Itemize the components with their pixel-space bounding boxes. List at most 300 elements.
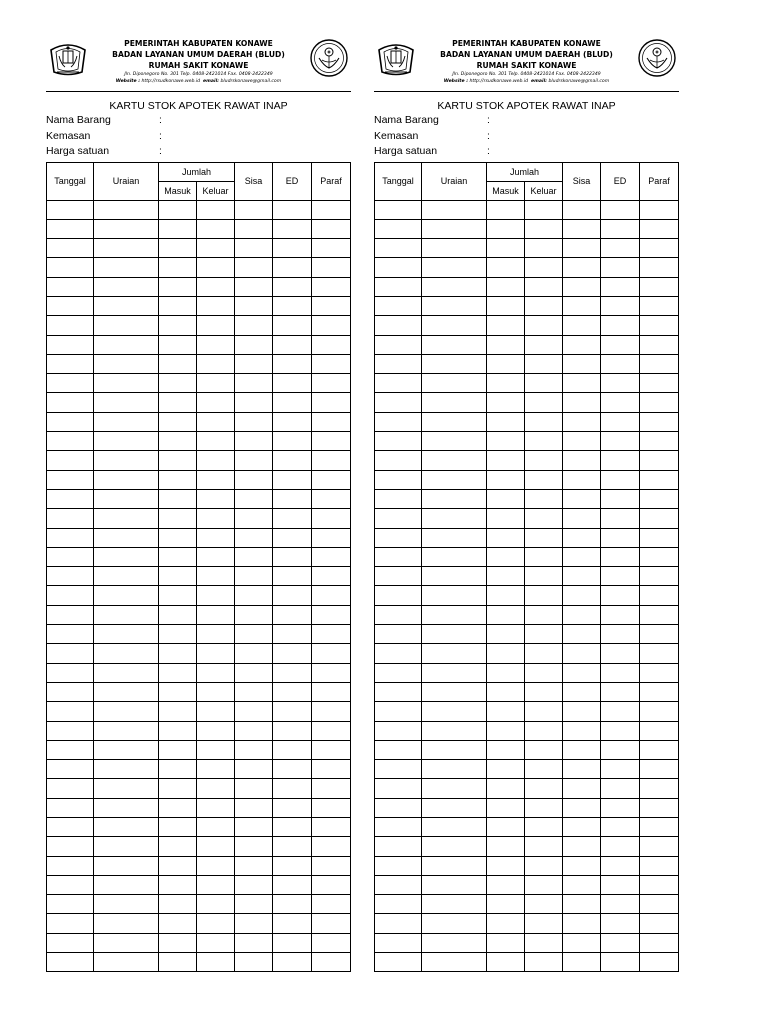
- ledger-cell[interactable]: [375, 895, 422, 914]
- ledger-cell[interactable]: [422, 895, 487, 914]
- ledger-cell[interactable]: [375, 470, 422, 489]
- ledger-cell[interactable]: [235, 200, 273, 219]
- ledger-cell[interactable]: [375, 296, 422, 315]
- ledger-cell[interactable]: [601, 779, 640, 798]
- ledger-cell[interactable]: [563, 625, 601, 644]
- ledger-cell[interactable]: [422, 740, 487, 759]
- ledger-cell[interactable]: [487, 895, 525, 914]
- ledger-cell[interactable]: [525, 258, 563, 277]
- ledger-cell[interactable]: [273, 200, 312, 219]
- ledger-cell[interactable]: [273, 239, 312, 258]
- ledger-cell[interactable]: [197, 412, 235, 431]
- ledger-cell[interactable]: [159, 451, 197, 470]
- ledger-cell[interactable]: [273, 567, 312, 586]
- ledger-cell[interactable]: [563, 567, 601, 586]
- ledger-cell[interactable]: [640, 682, 679, 701]
- ledger-cell[interactable]: [375, 567, 422, 586]
- ledger-cell[interactable]: [235, 432, 273, 451]
- ledger-cell[interactable]: [47, 432, 94, 451]
- ledger-cell[interactable]: [47, 605, 94, 624]
- ledger-cell[interactable]: [563, 509, 601, 528]
- ledger-cell[interactable]: [94, 663, 159, 682]
- ledger-cell[interactable]: [47, 721, 94, 740]
- ledger-cell[interactable]: [422, 933, 487, 952]
- ledger-cell[interactable]: [525, 586, 563, 605]
- ledger-cell[interactable]: [197, 547, 235, 566]
- ledger-cell[interactable]: [273, 547, 312, 566]
- ledger-cell[interactable]: [487, 489, 525, 508]
- ledger-cell[interactable]: [235, 663, 273, 682]
- ledger-cell[interactable]: [422, 219, 487, 238]
- ledger-cell[interactable]: [601, 740, 640, 759]
- ledger-cell[interactable]: [422, 760, 487, 779]
- ledger-cell[interactable]: [601, 760, 640, 779]
- ledger-cell[interactable]: [159, 644, 197, 663]
- ledger-cell[interactable]: [47, 258, 94, 277]
- ledger-cell[interactable]: [273, 296, 312, 315]
- ledger-cell[interactable]: [94, 837, 159, 856]
- ledger-cell[interactable]: [563, 740, 601, 759]
- ledger-cell[interactable]: [273, 895, 312, 914]
- ledger-cell[interactable]: [312, 567, 351, 586]
- ledger-cell[interactable]: [312, 895, 351, 914]
- ledger-cell[interactable]: [159, 856, 197, 875]
- ledger-cell[interactable]: [47, 702, 94, 721]
- ledger-cell[interactable]: [422, 470, 487, 489]
- ledger-cell[interactable]: [273, 760, 312, 779]
- ledger-cell[interactable]: [235, 933, 273, 952]
- ledger-cell[interactable]: [563, 895, 601, 914]
- ledger-cell[interactable]: [422, 702, 487, 721]
- ledger-cell[interactable]: [563, 818, 601, 837]
- ledger-cell[interactable]: [197, 277, 235, 296]
- ledger-cell[interactable]: [197, 702, 235, 721]
- ledger-cell[interactable]: [422, 335, 487, 354]
- ledger-cell[interactable]: [159, 702, 197, 721]
- ledger-cell[interactable]: [47, 547, 94, 566]
- ledger-cell[interactable]: [487, 528, 525, 547]
- ledger-cell[interactable]: [487, 412, 525, 431]
- ledger-cell[interactable]: [47, 779, 94, 798]
- ledger-cell[interactable]: [273, 740, 312, 759]
- ledger-cell[interactable]: [312, 740, 351, 759]
- ledger-cell[interactable]: [94, 547, 159, 566]
- ledger-cell[interactable]: [235, 451, 273, 470]
- ledger-cell[interactable]: [375, 335, 422, 354]
- ledger-cell[interactable]: [197, 258, 235, 277]
- ledger-cell[interactable]: [235, 393, 273, 412]
- ledger-cell[interactable]: [94, 296, 159, 315]
- ledger-cell[interactable]: [312, 798, 351, 817]
- ledger-cell[interactable]: [47, 470, 94, 489]
- ledger-cell[interactable]: [422, 393, 487, 412]
- ledger-cell[interactable]: [197, 625, 235, 644]
- ledger-cell[interactable]: [375, 489, 422, 508]
- ledger-cell[interactable]: [312, 779, 351, 798]
- ledger-cell[interactable]: [375, 528, 422, 547]
- ledger-cell[interactable]: [601, 682, 640, 701]
- ledger-cell[interactable]: [525, 682, 563, 701]
- ledger-cell[interactable]: [235, 856, 273, 875]
- ledger-cell[interactable]: [235, 740, 273, 759]
- ledger-cell[interactable]: [312, 219, 351, 238]
- ledger-cell[interactable]: [375, 432, 422, 451]
- ledger-cell[interactable]: [273, 875, 312, 894]
- ledger-cell[interactable]: [640, 760, 679, 779]
- ledger-cell[interactable]: [312, 335, 351, 354]
- ledger-cell[interactable]: [273, 432, 312, 451]
- ledger-cell[interactable]: [159, 740, 197, 759]
- ledger-cell[interactable]: [273, 489, 312, 508]
- ledger-cell[interactable]: [375, 779, 422, 798]
- ledger-cell[interactable]: [312, 586, 351, 605]
- ledger-cell[interactable]: [47, 798, 94, 817]
- ledger-cell[interactable]: [47, 818, 94, 837]
- ledger-cell[interactable]: [312, 818, 351, 837]
- ledger-cell[interactable]: [375, 914, 422, 933]
- ledger-cell[interactable]: [525, 296, 563, 315]
- ledger-cell[interactable]: [94, 682, 159, 701]
- ledger-cell[interactable]: [487, 933, 525, 952]
- ledger-cell[interactable]: [47, 625, 94, 644]
- ledger-cell[interactable]: [487, 316, 525, 335]
- ledger-cell[interactable]: [487, 760, 525, 779]
- ledger-cell[interactable]: [273, 663, 312, 682]
- ledger-cell[interactable]: [640, 277, 679, 296]
- ledger-cell[interactable]: [47, 354, 94, 373]
- ledger-cell[interactable]: [525, 760, 563, 779]
- ledger-cell[interactable]: [273, 779, 312, 798]
- ledger-cell[interactable]: [235, 567, 273, 586]
- ledger-cell[interactable]: [197, 779, 235, 798]
- ledger-cell[interactable]: [640, 702, 679, 721]
- ledger-cell[interactable]: [487, 586, 525, 605]
- ledger-cell[interactable]: [273, 509, 312, 528]
- ledger-cell[interactable]: [312, 914, 351, 933]
- ledger-cell[interactable]: [601, 914, 640, 933]
- ledger-cell[interactable]: [487, 200, 525, 219]
- ledger-cell[interactable]: [312, 489, 351, 508]
- ledger-cell[interactable]: [235, 412, 273, 431]
- ledger-cell[interactable]: [563, 316, 601, 335]
- ledger-cell[interactable]: [525, 470, 563, 489]
- ledger-cell[interactable]: [375, 605, 422, 624]
- ledger-cell[interactable]: [235, 953, 273, 972]
- ledger-cell[interactable]: [487, 682, 525, 701]
- ledger-cell[interactable]: [422, 605, 487, 624]
- ledger-cell[interactable]: [159, 258, 197, 277]
- ledger-cell[interactable]: [197, 721, 235, 740]
- ledger-cell[interactable]: [375, 258, 422, 277]
- ledger-cell[interactable]: [601, 239, 640, 258]
- ledger-cell[interactable]: [197, 528, 235, 547]
- ledger-cell[interactable]: [563, 760, 601, 779]
- ledger-cell[interactable]: [47, 528, 94, 547]
- ledger-cell[interactable]: [197, 296, 235, 315]
- ledger-cell[interactable]: [47, 509, 94, 528]
- ledger-cell[interactable]: [563, 644, 601, 663]
- ledger-cell[interactable]: [197, 837, 235, 856]
- ledger-cell[interactable]: [312, 837, 351, 856]
- ledger-cell[interactable]: [601, 644, 640, 663]
- ledger-cell[interactable]: [422, 296, 487, 315]
- ledger-cell[interactable]: [640, 586, 679, 605]
- ledger-cell[interactable]: [563, 702, 601, 721]
- ledger-cell[interactable]: [235, 798, 273, 817]
- ledger-cell[interactable]: [563, 219, 601, 238]
- ledger-cell[interactable]: [159, 316, 197, 335]
- ledger-cell[interactable]: [640, 509, 679, 528]
- ledger-cell[interactable]: [375, 374, 422, 393]
- ledger-cell[interactable]: [640, 239, 679, 258]
- ledger-cell[interactable]: [563, 856, 601, 875]
- ledger-cell[interactable]: [601, 470, 640, 489]
- ledger-cell[interactable]: [159, 837, 197, 856]
- ledger-cell[interactable]: [601, 316, 640, 335]
- ledger-cell[interactable]: [525, 432, 563, 451]
- ledger-cell[interactable]: [235, 547, 273, 566]
- ledger-cell[interactable]: [159, 663, 197, 682]
- ledger-cell[interactable]: [235, 914, 273, 933]
- ledger-cell[interactable]: [487, 779, 525, 798]
- ledger-cell[interactable]: [525, 219, 563, 238]
- ledger-cell[interactable]: [235, 277, 273, 296]
- ledger-cell[interactable]: [422, 721, 487, 740]
- ledger-cell[interactable]: [273, 933, 312, 952]
- ledger-cell[interactable]: [312, 277, 351, 296]
- ledger-cell[interactable]: [375, 818, 422, 837]
- ledger-cell[interactable]: [197, 682, 235, 701]
- ledger-cell[interactable]: [422, 200, 487, 219]
- ledger-cell[interactable]: [487, 663, 525, 682]
- ledger-cell[interactable]: [197, 200, 235, 219]
- ledger-cell[interactable]: [312, 721, 351, 740]
- ledger-cell[interactable]: [273, 625, 312, 644]
- ledger-cell[interactable]: [375, 412, 422, 431]
- ledger-cell[interactable]: [47, 277, 94, 296]
- ledger-cell[interactable]: [159, 509, 197, 528]
- ledger-cell[interactable]: [235, 316, 273, 335]
- ledger-cell[interactable]: [94, 219, 159, 238]
- ledger-cell[interactable]: [422, 239, 487, 258]
- ledger-cell[interactable]: [640, 470, 679, 489]
- ledger-cell[interactable]: [235, 875, 273, 894]
- ledger-cell[interactable]: [197, 239, 235, 258]
- ledger-cell[interactable]: [235, 258, 273, 277]
- ledger-cell[interactable]: [422, 316, 487, 335]
- ledger-cell[interactable]: [601, 528, 640, 547]
- ledger-cell[interactable]: [422, 682, 487, 701]
- ledger-cell[interactable]: [601, 875, 640, 894]
- ledger-cell[interactable]: [422, 798, 487, 817]
- ledger-cell[interactable]: [94, 895, 159, 914]
- ledger-cell[interactable]: [487, 509, 525, 528]
- ledger-cell[interactable]: [159, 605, 197, 624]
- ledger-cell[interactable]: [563, 277, 601, 296]
- ledger-cell[interactable]: [487, 393, 525, 412]
- ledger-cell[interactable]: [235, 239, 273, 258]
- ledger-cell[interactable]: [94, 779, 159, 798]
- ledger-cell[interactable]: [273, 682, 312, 701]
- ledger-cell[interactable]: [422, 818, 487, 837]
- ledger-cell[interactable]: [47, 296, 94, 315]
- ledger-cell[interactable]: [159, 432, 197, 451]
- ledger-cell[interactable]: [375, 953, 422, 972]
- ledger-cell[interactable]: [197, 470, 235, 489]
- ledger-cell[interactable]: [375, 316, 422, 335]
- ledger-cell[interactable]: [525, 875, 563, 894]
- ledger-cell[interactable]: [312, 663, 351, 682]
- ledger-cell[interactable]: [640, 740, 679, 759]
- ledger-cell[interactable]: [159, 953, 197, 972]
- ledger-cell[interactable]: [525, 933, 563, 952]
- ledger-cell[interactable]: [47, 933, 94, 952]
- ledger-cell[interactable]: [375, 740, 422, 759]
- ledger-cell[interactable]: [312, 432, 351, 451]
- ledger-cell[interactable]: [375, 586, 422, 605]
- ledger-cell[interactable]: [375, 625, 422, 644]
- ledger-cell[interactable]: [525, 914, 563, 933]
- ledger-cell[interactable]: [94, 335, 159, 354]
- ledger-cell[interactable]: [563, 432, 601, 451]
- ledger-cell[interactable]: [601, 567, 640, 586]
- ledger-cell[interactable]: [159, 470, 197, 489]
- ledger-cell[interactable]: [422, 489, 487, 508]
- ledger-cell[interactable]: [375, 509, 422, 528]
- ledger-cell[interactable]: [197, 567, 235, 586]
- ledger-cell[interactable]: [563, 451, 601, 470]
- ledger-cell[interactable]: [525, 393, 563, 412]
- ledger-cell[interactable]: [47, 856, 94, 875]
- ledger-cell[interactable]: [640, 547, 679, 566]
- ledger-cell[interactable]: [601, 798, 640, 817]
- ledger-cell[interactable]: [563, 393, 601, 412]
- ledger-cell[interactable]: [563, 682, 601, 701]
- ledger-cell[interactable]: [601, 818, 640, 837]
- ledger-cell[interactable]: [159, 374, 197, 393]
- ledger-cell[interactable]: [197, 316, 235, 335]
- ledger-cell[interactable]: [197, 740, 235, 759]
- ledger-cell[interactable]: [47, 740, 94, 759]
- ledger-cell[interactable]: [601, 509, 640, 528]
- ledger-cell[interactable]: [94, 374, 159, 393]
- ledger-cell[interactable]: [640, 875, 679, 894]
- ledger-cell[interactable]: [312, 451, 351, 470]
- ledger-cell[interactable]: [601, 895, 640, 914]
- ledger-cell[interactable]: [94, 605, 159, 624]
- ledger-cell[interactable]: [273, 953, 312, 972]
- ledger-cell[interactable]: [487, 644, 525, 663]
- ledger-cell[interactable]: [640, 451, 679, 470]
- ledger-cell[interactable]: [235, 779, 273, 798]
- ledger-cell[interactable]: [601, 721, 640, 740]
- ledger-cell[interactable]: [487, 432, 525, 451]
- ledger-cell[interactable]: [94, 258, 159, 277]
- ledger-cell[interactable]: [312, 470, 351, 489]
- ledger-cell[interactable]: [273, 374, 312, 393]
- ledger-cell[interactable]: [94, 509, 159, 528]
- ledger-cell[interactable]: [235, 374, 273, 393]
- ledger-cell[interactable]: [640, 856, 679, 875]
- ledger-cell[interactable]: [197, 354, 235, 373]
- ledger-cell[interactable]: [235, 644, 273, 663]
- ledger-cell[interactable]: [640, 258, 679, 277]
- ledger-cell[interactable]: [235, 586, 273, 605]
- ledger-cell[interactable]: [422, 509, 487, 528]
- ledger-cell[interactable]: [601, 258, 640, 277]
- ledger-cell[interactable]: [422, 779, 487, 798]
- ledger-cell[interactable]: [312, 412, 351, 431]
- ledger-cell[interactable]: [312, 856, 351, 875]
- ledger-cell[interactable]: [422, 567, 487, 586]
- ledger-cell[interactable]: [159, 779, 197, 798]
- ledger-cell[interactable]: [525, 740, 563, 759]
- ledger-cell[interactable]: [312, 760, 351, 779]
- ledger-cell[interactable]: [563, 837, 601, 856]
- ledger-cell[interactable]: [563, 412, 601, 431]
- ledger-cell[interactable]: [640, 933, 679, 952]
- ledger-cell[interactable]: [525, 721, 563, 740]
- ledger-cell[interactable]: [94, 933, 159, 952]
- ledger-cell[interactable]: [197, 393, 235, 412]
- ledger-cell[interactable]: [159, 721, 197, 740]
- ledger-cell[interactable]: [375, 837, 422, 856]
- ledger-cell[interactable]: [563, 489, 601, 508]
- ledger-cell[interactable]: [601, 605, 640, 624]
- ledger-cell[interactable]: [375, 200, 422, 219]
- ledger-cell[interactable]: [525, 856, 563, 875]
- ledger-cell[interactable]: [563, 933, 601, 952]
- ledger-cell[interactable]: [197, 760, 235, 779]
- ledger-cell[interactable]: [375, 875, 422, 894]
- ledger-cell[interactable]: [312, 644, 351, 663]
- ledger-cell[interactable]: [525, 837, 563, 856]
- ledger-cell[interactable]: [273, 605, 312, 624]
- ledger-cell[interactable]: [640, 393, 679, 412]
- ledger-cell[interactable]: [640, 412, 679, 431]
- ledger-cell[interactable]: [312, 547, 351, 566]
- ledger-cell[interactable]: [273, 316, 312, 335]
- ledger-cell[interactable]: [525, 663, 563, 682]
- ledger-cell[interactable]: [47, 335, 94, 354]
- ledger-cell[interactable]: [601, 277, 640, 296]
- ledger-cell[interactable]: [47, 219, 94, 238]
- ledger-cell[interactable]: [563, 470, 601, 489]
- ledger-cell[interactable]: [525, 779, 563, 798]
- ledger-cell[interactable]: [640, 567, 679, 586]
- ledger-cell[interactable]: [235, 721, 273, 740]
- ledger-cell[interactable]: [197, 509, 235, 528]
- ledger-cell[interactable]: [601, 335, 640, 354]
- ledger-cell[interactable]: [563, 875, 601, 894]
- ledger-cell[interactable]: [487, 953, 525, 972]
- ledger-cell[interactable]: [94, 528, 159, 547]
- ledger-cell[interactable]: [525, 451, 563, 470]
- ledger-cell[interactable]: [640, 779, 679, 798]
- ledger-cell[interactable]: [94, 451, 159, 470]
- ledger-cell[interactable]: [601, 837, 640, 856]
- ledger-cell[interactable]: [601, 432, 640, 451]
- ledger-cell[interactable]: [563, 586, 601, 605]
- ledger-cell[interactable]: [159, 200, 197, 219]
- ledger-cell[interactable]: [640, 200, 679, 219]
- ledger-cell[interactable]: [94, 470, 159, 489]
- ledger-cell[interactable]: [601, 296, 640, 315]
- ledger-cell[interactable]: [422, 953, 487, 972]
- ledger-cell[interactable]: [94, 625, 159, 644]
- ledger-cell[interactable]: [422, 354, 487, 373]
- ledger-cell[interactable]: [487, 451, 525, 470]
